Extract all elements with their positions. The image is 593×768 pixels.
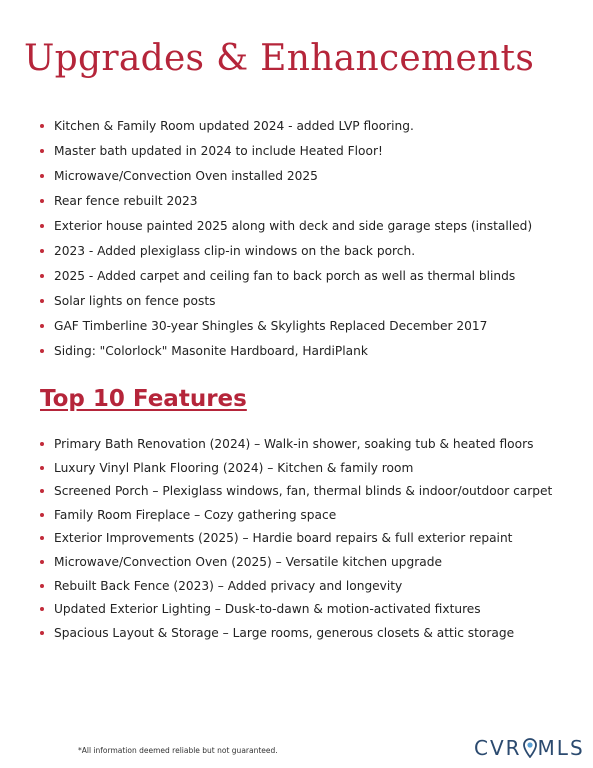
list-item: Family Room Fireplace – Cozy gathering space <box>40 505 552 529</box>
list-item: Spacious Layout & Storage – Large rooms, generous closets & attic storage <box>40 623 552 647</box>
list-item: Microwave/Convection Oven installed 2025 <box>40 166 532 191</box>
features-heading: Top 10 Features <box>40 386 247 412</box>
list-item: Solar lights on fence posts <box>40 291 532 316</box>
cvrmls-logo <box>474 736 585 760</box>
list-item: 2023 - Added plexiglass clip-in windows on the back porch. <box>40 241 532 266</box>
list-item: Kitchen & Family Room updated 2024 - added LVP flooring. <box>40 116 532 141</box>
list-item: Rebuilt Back Fence (2023) – Added privacy and longevity <box>40 576 552 600</box>
upgrades-list <box>40 116 532 366</box>
list-item: Microwave/Convection Oven (2025) – Versatile kitchen upgrade <box>40 552 552 576</box>
list-item: Master bath updated in 2024 to include Heated Floor! <box>40 141 532 166</box>
list-item: Siding: "Colorlock" Masonite Hardboard, HardiPlank <box>40 341 532 366</box>
map-pin-icon <box>523 738 537 758</box>
list-item: Primary Bath Renovation (2024) – Walk-in shower, soaking tub & heated floors <box>40 434 552 458</box>
list-item: Exterior house painted 2025 along with deck and side garage steps (installed) <box>40 216 532 241</box>
list-item: GAF Timberline 30-year Shingles & Skylights Replaced December 2017 <box>40 316 532 341</box>
list-item: Exterior Improvements (2025) – Hardie board repairs & full exterior repaint <box>40 528 552 552</box>
list-item: Screened Porch – Plexiglass windows, fan, thermal blinds & indoor/outdoor carpet <box>40 481 552 505</box>
list-item: 2025 - Added carpet and ceiling fan to back porch as well as thermal blinds <box>40 266 532 291</box>
list-item: Rear fence rebuilt 2023 <box>40 191 532 216</box>
page-title: Upgrades & Enhancements <box>24 38 535 79</box>
list-item: Updated Exterior Lighting – Dusk-to-dawn & motion-activated fixtures <box>40 599 552 623</box>
features-list <box>40 434 552 646</box>
disclaimer-text: *All information deemed reliable but not guaranteed. <box>78 746 278 755</box>
list-item: Luxury Vinyl Plank Flooring (2024) – Kitchen & family room <box>40 458 552 482</box>
logo-text-right: MLS <box>537 736 585 760</box>
logo-text-left: CVR <box>474 736 522 760</box>
